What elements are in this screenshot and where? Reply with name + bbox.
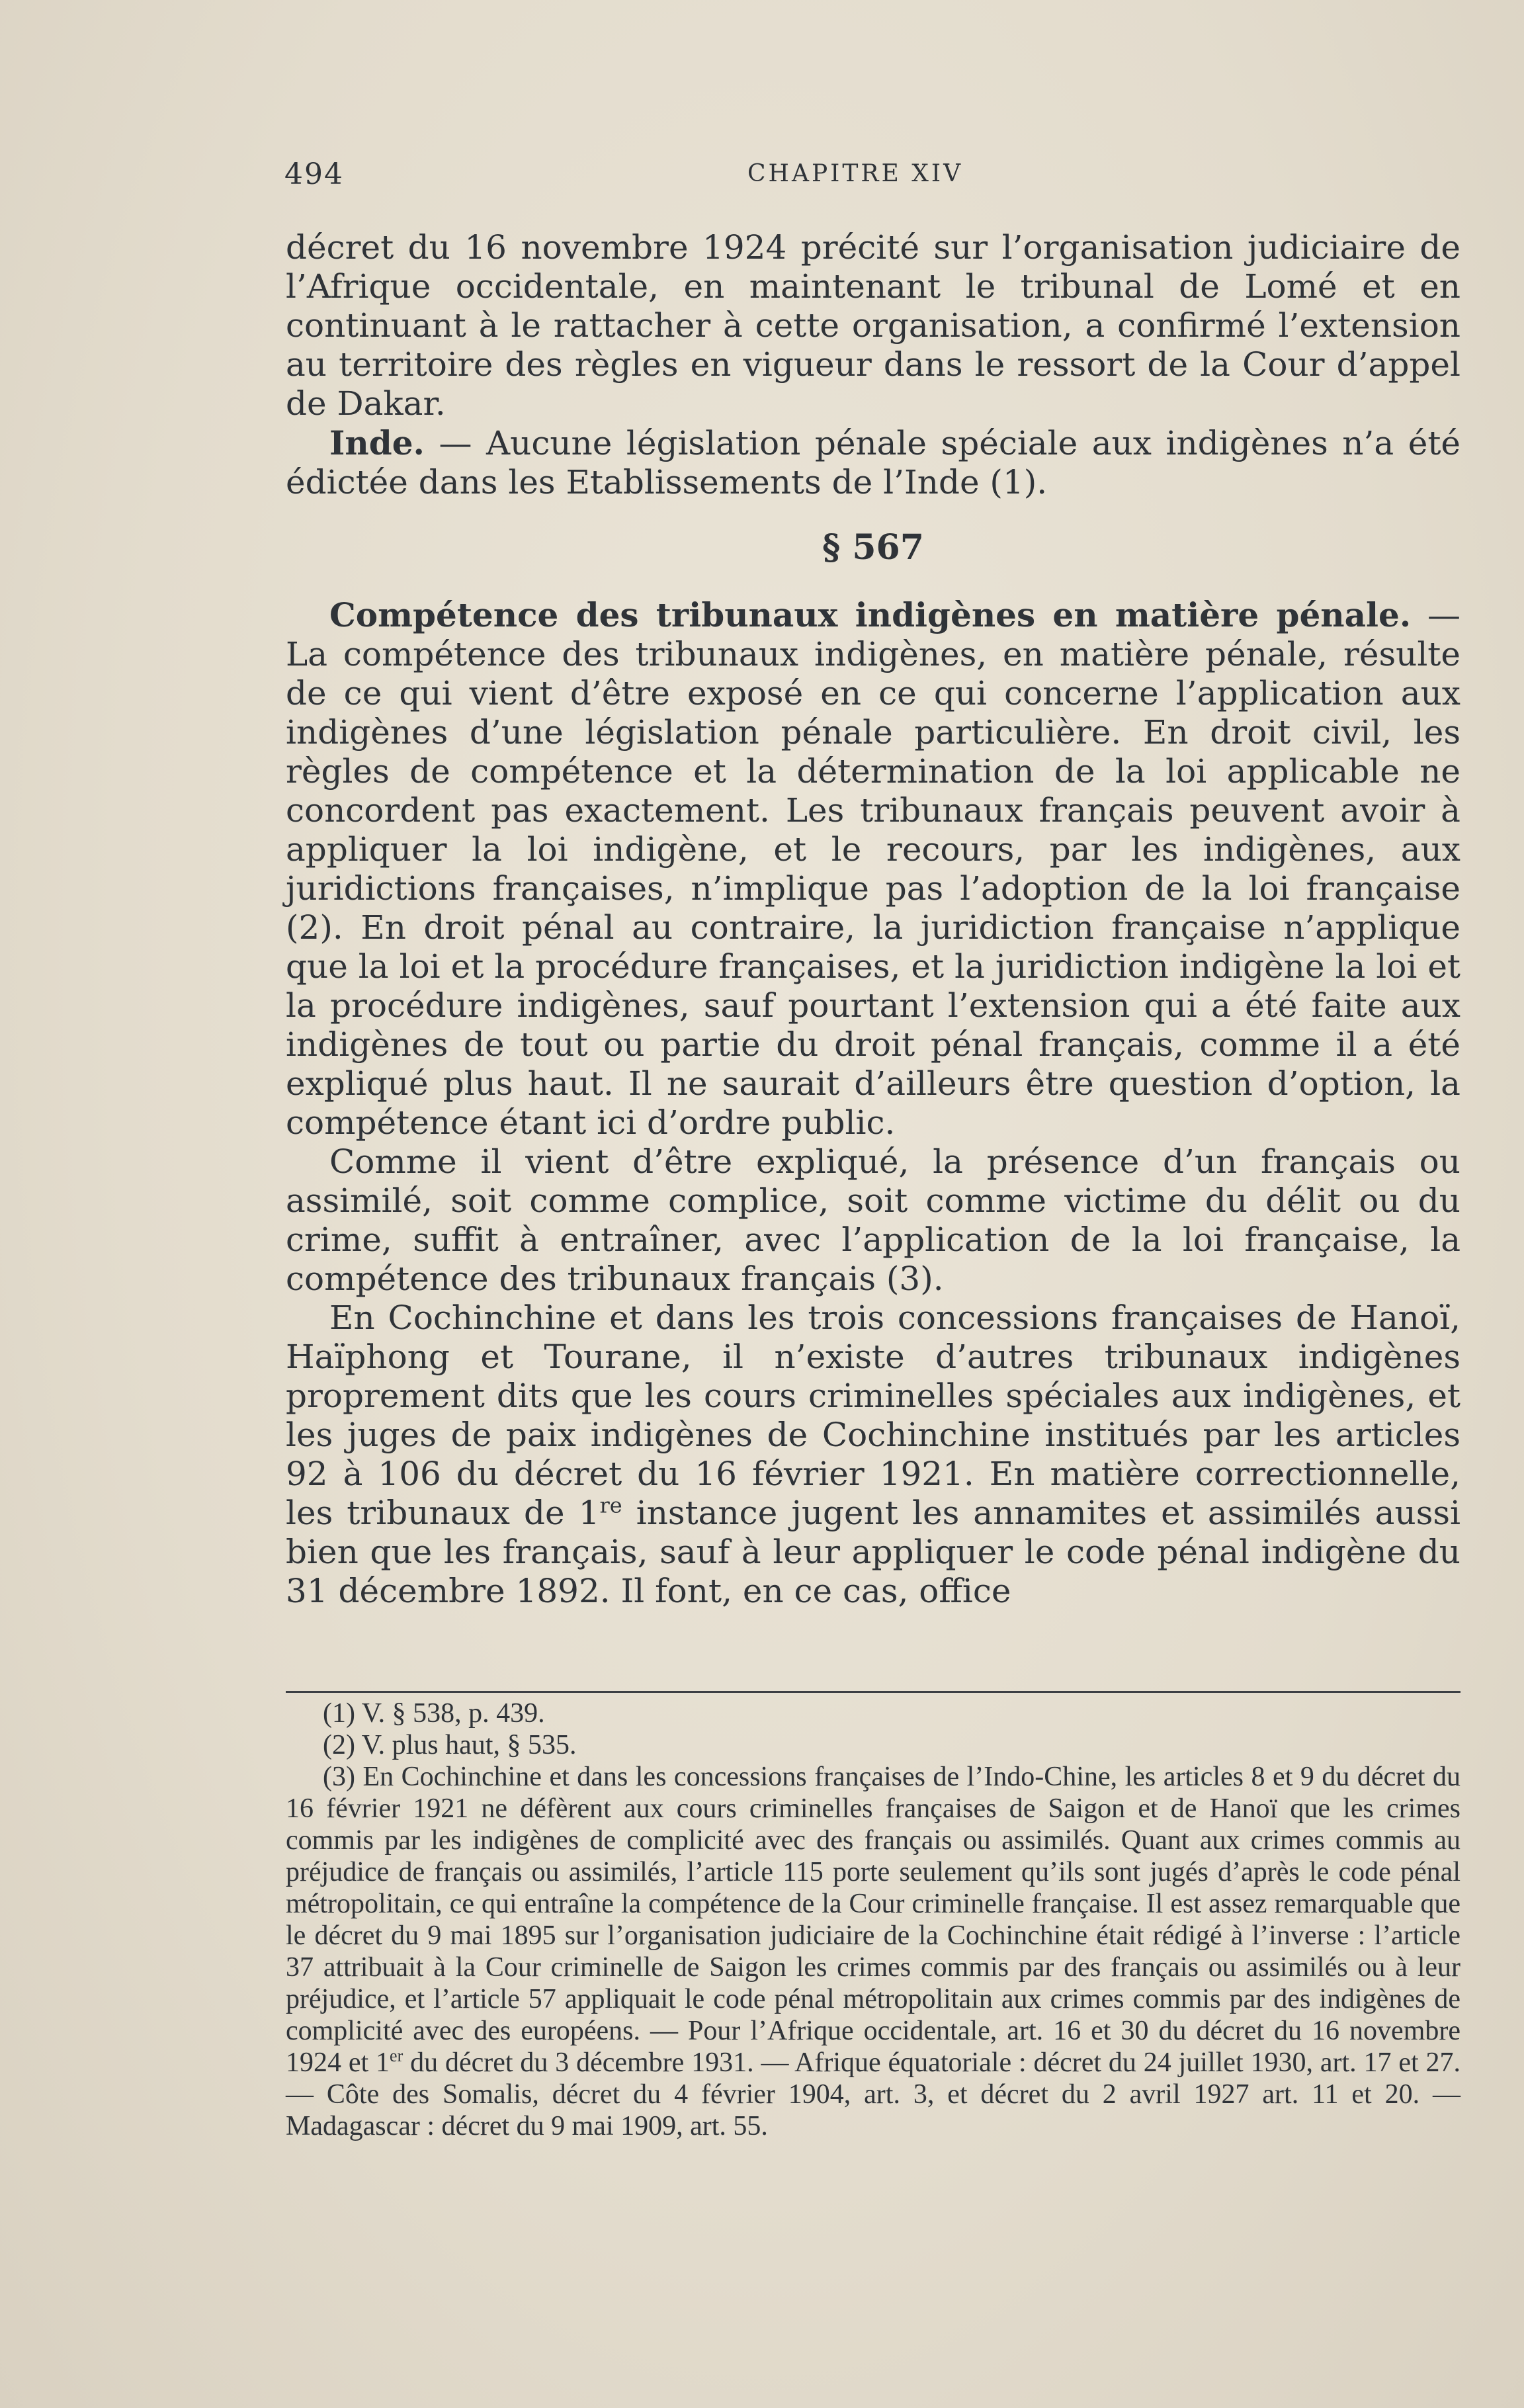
- footnote-2: (2) V. plus haut, § 535.: [323, 1730, 577, 1760]
- main-text: [286, 228, 1460, 1611]
- chapter-title: CHAPITRE XIV: [747, 160, 964, 187]
- footnote-1: (1) V. § 538, p. 439.: [323, 1698, 545, 1729]
- paragraph-competence: [286, 595, 1460, 1142]
- paragraph-text-competence: — La compétence des tribunaux indigènes, en matière pénale, résulte de ce qui vient d’être exposé en ce qui concerne l’application aux indigènes d’une législation pénale particulière. En droit civil, les règles de compétence et la détermination de la loi applicable ne concordent pas exactement. Les tribunaux français peuvent avoir à appliquer la loi indigène, et le recours, par les indigènes, aux juridictions françaises, n’implique pas l’adoption de la loi française (2). En droit pénal au contraire, la juridiction française n’applique que la loi et la procédure françaises, et la juridiction indigène la loi et la procédure indigènes, sauf pourtant l’extension qui a été faite aux indigènes de tout ou partie du droit pénal français, comme il a été expliqué plus haut. Il ne saurait d’ailleurs être question d’option, la compétence étant ici d’ordre public.: [286, 596, 1460, 1142]
- paragraph-presence: Comme il vient d’être expliqué, la présence d’un français ou assimilé, soit comme complice, soit comme victime du délit ou du crime, suffit à entraîner, avec l’application de la loi française, la compétence des tribunaux français (3).: [286, 1142, 1460, 1298]
- paragraph-cochinchine: [286, 1299, 1460, 1611]
- paragraph-lead-competence: Compétence des tribunaux indigènes en matière pénale.: [329, 595, 1412, 634]
- paragraph-continuation: décret du 16 novembre 1924 précité sur l’organisation judiciaire de l’Afrique occidentale, en maintenant le tribunal de Lomé et en continuant à le rattacher à cette organisation, a confirmé l’extension au territoire des règles en vigueur dans le ressort de la Cour d’appel de Dakar.: [286, 228, 1460, 423]
- section-heading: § 567: [822, 527, 924, 568]
- superscript-er: er: [390, 2046, 403, 2065]
- page-number: 494: [284, 157, 344, 191]
- footnote-3: [286, 1761, 1460, 2142]
- paragraph-lead-inde: Inde.: [329, 423, 425, 462]
- paragraph-cochinchine-part2: instance jugent les annamites et assimilés aussi bien que les français, sauf à leur appliquer le code pénal indigène du 31 décembre 1892. Il font, en ce cas, office: [286, 1494, 1460, 1610]
- footnote-divider: [286, 1691, 1460, 1693]
- superscript-re: re: [599, 1492, 622, 1518]
- paragraph-cochinchine-part1: En Cochinchine et dans les trois concessions françaises de Hanoï, Haïphong et Tourane, il n’existe d’autres tribunaux indigènes proprement dits que les cours criminelles spéciales aux indigènes, et les juges de paix indigènes de Cochinchine institués par les articles 92 à 106 du décret du 16 février 1921. En matière correctionnelle, les tribunaux de 1: [286, 1299, 1460, 1532]
- page-header: [284, 157, 1462, 197]
- footnote-3-part2: du décret du 3 décembre 1931. — Afrique équatoriale : décret du 24 juillet 1930, art. 17 et 27. — Côte des Somalis, décret du 4 février 1904, art. 3, et décret du 2 avril 1927 art. 11 et 20. — Madagascar : décret du 9 mai 1909, art. 55.: [286, 2047, 1460, 2141]
- paragraph-inde: [286, 423, 1460, 502]
- paragraph-text-inde: — Aucune législation pénale spéciale aux indigènes n’a été édictée dans les Etablissements de l’Inde (1).: [286, 424, 1460, 501]
- footnotes: [286, 1698, 1460, 2142]
- footnote-3-part1: (3) En Cochinchine et dans les concessions françaises de l’Indo-Chine, les articles 8 et 9 du décret du 16 février 1921 ne défèrent aux cours criminelles françaises de Saigon et de Hanoï que les crimes commis par les indigènes de complicité avec des français ou assimilés. Quant aux crimes commis au préjudice de français ou assimilés, l’article 115 porte seulement qu’ils sont jugés d’après le code pénal métropolitain, ce qui entraîne la compétence de la Cour criminelle française. Il est assez remarquable que le décret du 9 mai 1895 sur l’organisation judiciaire de la Cochinchine était rédigé à l’inverse : l’article 37 attribuait à la Cour criminelle de Saigon les crimes commis par des français ou assimilés ou à leur préjudice, et l’article 57 appliquait le code pénal métropolitain aux crimes commis par des indigènes de complicité avec des européens. — Pour l’Afrique occidentale, art. 16 et 30 du décret du 16 novembre 1924 et 1: [286, 1762, 1460, 2078]
